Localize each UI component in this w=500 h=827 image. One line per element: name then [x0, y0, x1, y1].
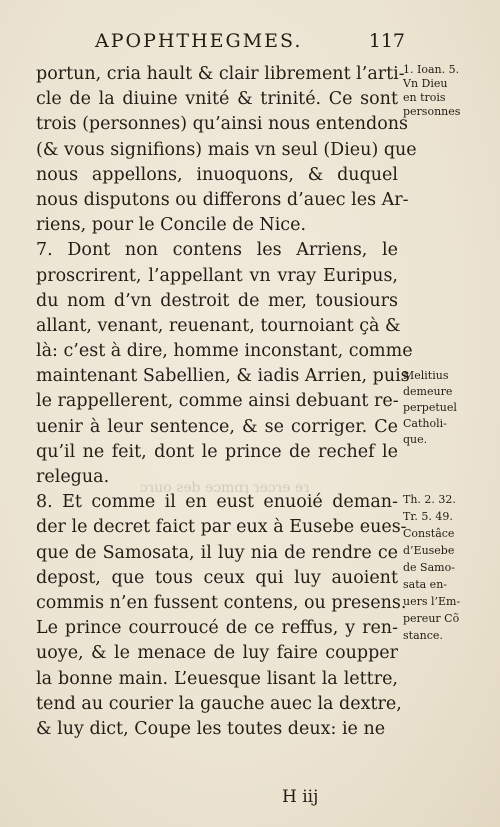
text-line: 8. Et comme il en eust enuoié deman- — [36, 492, 398, 513]
text-line: qu’il ne feit, dont le prince de rechef le — [36, 441, 398, 462]
text-line: & luy dict, Coupe les toutes deux: ie ne — [36, 718, 386, 739]
text-line: 7. Dont non contens les Arriens, le — [36, 240, 398, 261]
margin-note: Catholi- — [403, 417, 447, 431]
margin-note: pereur Cõ — [403, 612, 460, 626]
text-line: la bonne main. L’euesque lisant la lettre, — [36, 668, 398, 689]
margin-note: en trois — [403, 91, 446, 104]
margin-note: personnes — [403, 105, 461, 118]
text-line: riens, pour le Concile de Nice. — [36, 215, 307, 236]
text-line: relegua. — [36, 467, 110, 487]
text-line: nous disputons ou differons d’auec les Ar- — [36, 189, 409, 210]
margin-note: Tr. 5. 49. — [403, 510, 453, 524]
margin-note: de Samo- — [403, 561, 455, 575]
text-line: uenir à leur sentence, & se corriger. Ce — [36, 416, 398, 437]
margin-note: uers l’Em- — [403, 595, 461, 609]
text-line: cle de la diuine vnité & trinité. Ce sont — [36, 89, 398, 110]
text-line: commis n’en fussent contens, ou presens. — [36, 592, 407, 613]
body-text — [36, 62, 417, 742]
margin-note: Vn Dieu — [403, 77, 448, 90]
margin-note: 1. Ioan. 5. — [403, 63, 460, 76]
text-line: que de Samosata, il luy nia de rendre ce — [36, 542, 398, 563]
text-line: Le prince courroucé de ce reffus, y ren- — [36, 618, 398, 639]
text-line: tend au courier la gauche auec la dextre, — [36, 693, 402, 714]
margin-note: perpetuel — [403, 401, 457, 415]
text-line: proscrirent, l’appellant vn vray Euripus, — [36, 265, 398, 286]
page-header — [95, 30, 405, 56]
page-number: 117 — [368, 30, 405, 52]
text-line: le rappellerent, comme ainsi debuant re- — [36, 391, 399, 412]
text-line: trois (personnes) qu’ainsi nous entendons — [36, 114, 408, 135]
text-line: depost, que tous ceux qui luy auoient — [36, 567, 398, 588]
text-line: du nom d’vn destroit de mer, tousiours — [36, 290, 398, 311]
margin-note: que. — [403, 433, 428, 447]
margin-note: sata en- — [403, 578, 447, 592]
text-line: nous appellons, inuoquons, & duquel — [36, 164, 398, 185]
text-line: allant, venant, reuenant, tournoiant çà & — [36, 315, 401, 336]
margin-note: Th. 2. 32. — [403, 493, 456, 507]
margin-note: stance. — [403, 629, 443, 643]
margin-note: demeure — [403, 385, 453, 399]
text-line: maintenant Sabellien, & iadis Arrien, puis — [36, 366, 410, 387]
margin-note: Constâce — [403, 527, 455, 541]
text-line: là: c’est à dire, homme inconstant, comme — [36, 341, 413, 362]
margin-note: d’Eusebe — [403, 544, 455, 558]
text-line: portun, cria hault & clair librement l’arti- — [36, 64, 405, 84]
signature-mark: H iij — [282, 787, 319, 807]
show-through: ɔɿuo ƨɘb ɘɔmɑʇ ɿɘɔɿɘ ɘɿ — [140, 480, 310, 496]
margin-note: Melitius — [403, 369, 449, 383]
running-head: APOPHTHEGMES. — [95, 30, 303, 52]
text-line: (& vous signifions) mais vn seul (Dieu) que — [36, 139, 417, 160]
text-line: der le decret faict par eux à Eusebe eues- — [36, 517, 407, 538]
text-line: uoye, & le menace de luy faire coupper — [36, 643, 398, 664]
